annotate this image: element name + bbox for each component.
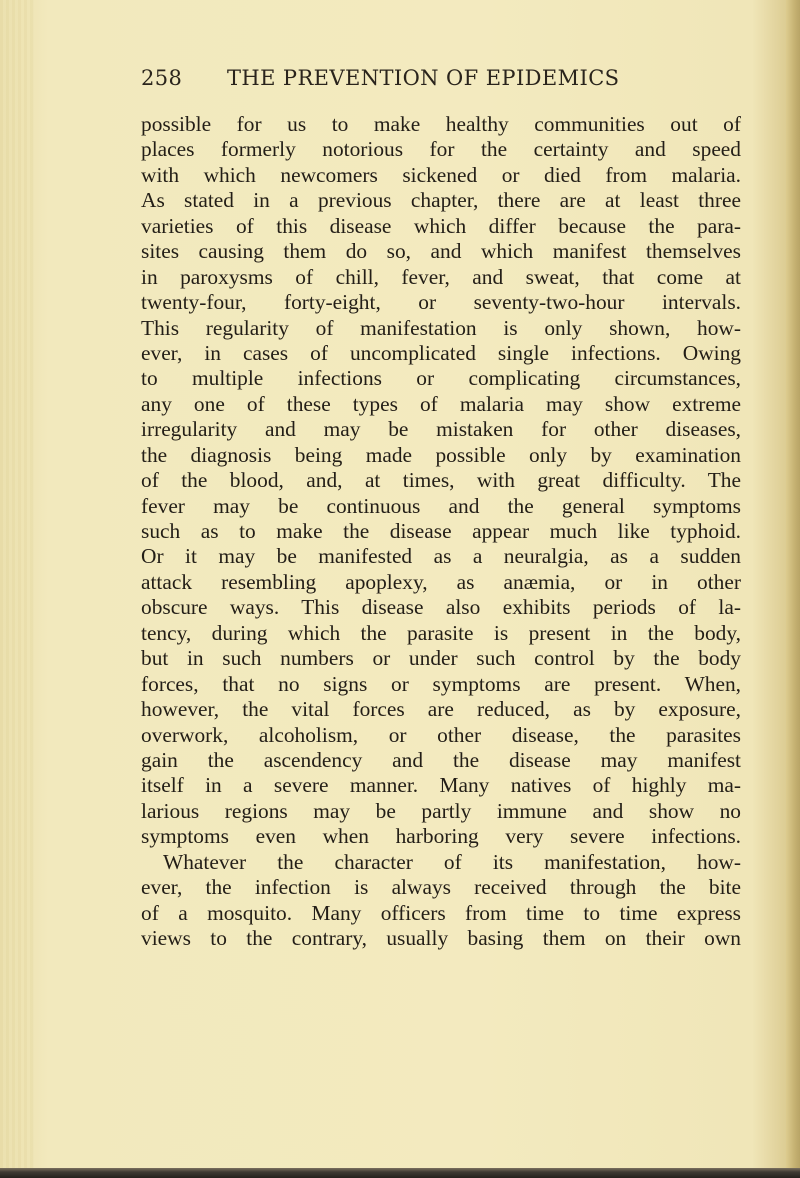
text-line: gain the ascendency and the disease may manifest [141,747,741,772]
text-line: symptoms even when harboring very severe infections. [141,824,741,849]
text-line: attack resembling apoplexy, as anæmia, or in other [141,569,741,594]
text-line: fever may be continuous and the general symptoms [141,493,741,518]
scan-bottom-edge [0,1168,800,1178]
text-line: As stated in a previous chapter, there are at least three [141,188,741,213]
text-line: Whatever the character of its manifestation, how- [163,849,741,874]
text-line: obscure ways. This disease also exhibits periods of la- [141,595,741,620]
running-title: THE PREVENTION OF EPIDEMICS [227,66,620,90]
text-line: This regularity of manifestation is only shown, how- [141,315,741,340]
text-line: places formerly notorious for the certainty and speed [141,137,741,162]
text-line: forces, that no signs or symptoms are present. When, [141,671,741,696]
text-line: of the blood, and, at times, with great difficulty. The [141,468,741,493]
text-line: itself in a severe manner. Many natives of highly ma- [141,773,741,798]
text-line: the diagnosis being made possible only by examination [141,442,741,467]
page-number: 258 [141,66,183,90]
text-line: but in such numbers or under such control by the body [141,646,741,671]
text-line: sites causing them do so, and which manifest themselves [141,239,741,264]
text-line: larious regions may be partly immune and show no [141,798,741,823]
page-fore-edge [786,0,800,1178]
text-line: twenty-four, forty-eight, or seventy-two-hour intervals. [141,290,741,315]
text-line: tency, during which the parasite is present in the body, [141,620,741,645]
text-line: of a mosquito. Many officers from time to time express [141,900,741,925]
text-line: overwork, alcoholism, or other disease, the parasites [141,722,741,747]
text-line: any one of these types of malaria may show extreme [141,391,741,416]
text-line: ever, the infection is always received through the bite [141,875,741,900]
text-line: varieties of this disease which differ because the para- [141,213,741,238]
running-head [141,66,681,98]
text-line: views to the contrary, usually basing them on their own [141,926,741,950]
text-line: with which newcomers sickened or died from malaria. [141,162,741,187]
text-line: such as to make the disease appear much like typhoid. [141,519,741,543]
text-line: possible for us to make healthy communities out of [141,112,741,136]
text-line: ever, in cases of uncomplicated single infections. Owing [141,340,741,365]
page-gutter-edge [0,0,34,1178]
text-line: to multiple infections or complicating circumstances, [141,366,741,391]
text-line: irregularity and may be mistaken for other diseases, [141,417,741,442]
body-paragraph [141,112,741,951]
text-line: however, the vital forces are reduced, as by exposure, [141,697,741,722]
text-line: Or it may be manifested as a neuralgia, as a sudden [141,544,741,569]
text-line: in paroxysms of chill, fever, and sweat, that come at [141,264,741,289]
